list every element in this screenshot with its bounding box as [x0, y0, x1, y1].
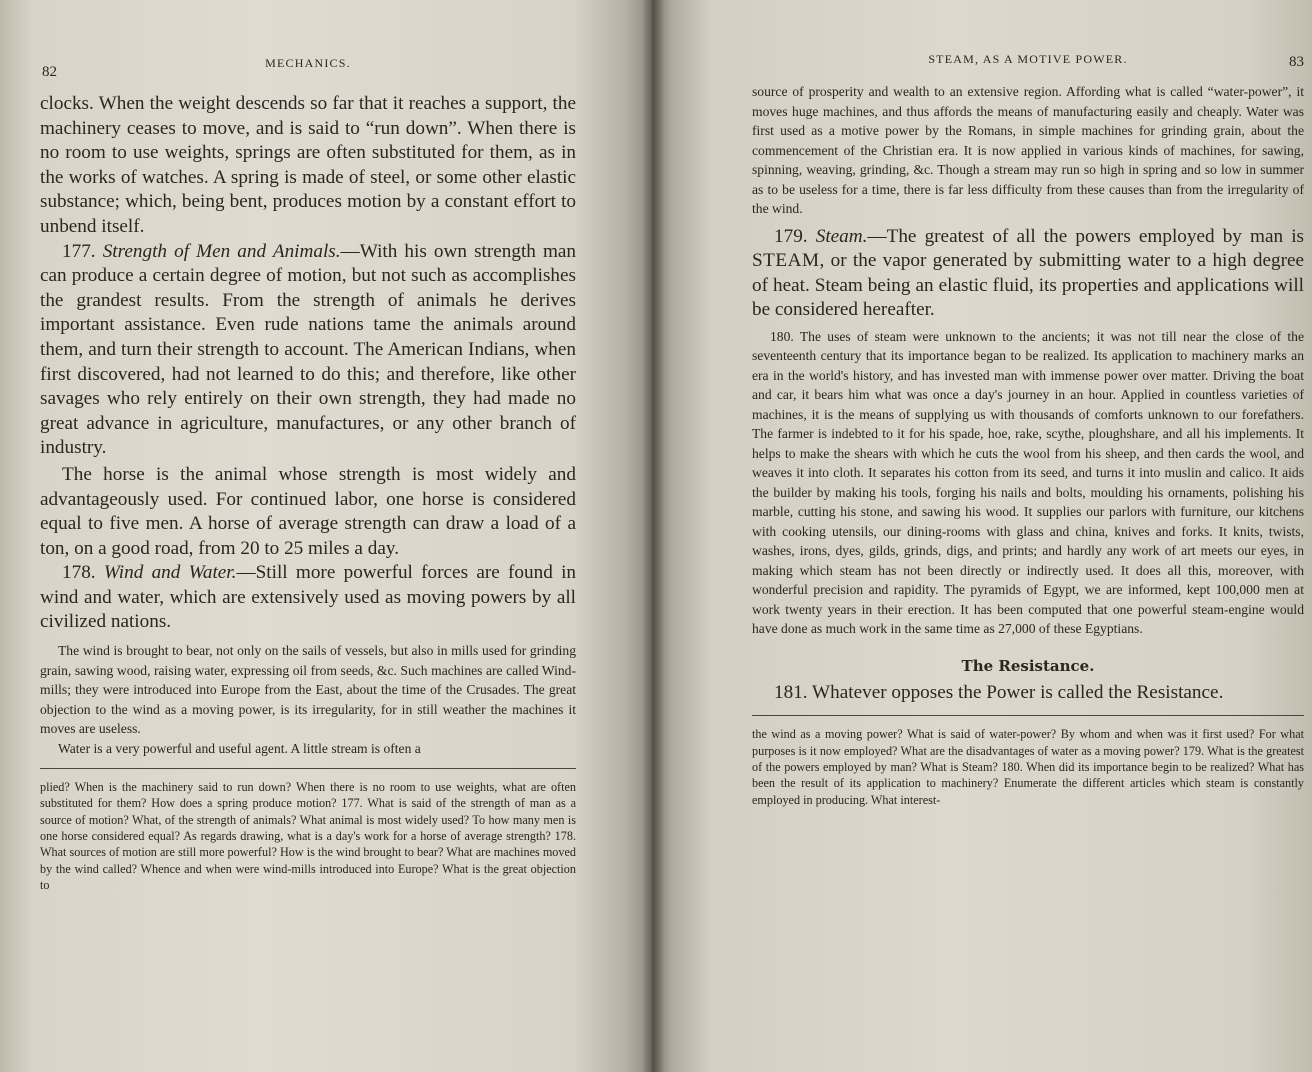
- section-text: —Still more powerful forces are found in wind and water, which are extensively used as moving powers by all civilized nations.: [40, 562, 576, 633]
- left-page: [0, 0, 652, 1072]
- section-title: Wind and Water.: [103, 562, 237, 584]
- right-page-header: [752, 48, 1304, 78]
- running-head: MECHANICS.: [265, 56, 351, 70]
- section-title: Strength of Men and Animals.: [102, 240, 341, 262]
- section-number: 177.: [62, 240, 96, 262]
- running-head: STEAM, AS A MOTIVE POWER.: [928, 52, 1128, 66]
- section-heading: The Resistance.: [961, 656, 1095, 675]
- paragraph-177: [40, 240, 576, 461]
- page-number: 82: [42, 64, 57, 80]
- steam-term: STEAM: [752, 250, 820, 272]
- footnote-rule: [40, 768, 576, 769]
- paragraph-178: [40, 561, 576, 635]
- paragraph-source: source of prosperity and wealth to an extensive region. Affording what is called “water-power”, it moves huge machines, and thus affords the means of manufacturing easily and cheaply. Water was first used as a motive power by the Romans, in simple machines for grinding grain, about the commencement of the Christian era. It is now applied in various kinds of machines, for sawing, spinning, weaving, grinding, &c. Though a stream may run so high in spring and so low in summer as to be useless for a time, there is far less difficulty from these causes than from the irregularity of the wind.: [752, 84, 1304, 216]
- section-text: —With his own strength man can produce a certain degree of motion, but not such as accomplishes the grandest results. From the strength of animals he derives important assistance. Even rude nations tame the animals around them, and turn their strength to account. The American Indians, when first discovered, had not learned to do this; and therefore, like other savages who rely entirely on their own strength, they had made no great advance in agriculture, manufactures, or any other branch of industry.: [40, 240, 577, 459]
- section-number: 179.: [774, 225, 808, 247]
- right-page: [652, 0, 1312, 1072]
- paragraph-179: [752, 225, 1304, 323]
- study-questions: plied? When is the machinery said to run down? When there is no room to use weights, what are often substituted for them? How does a spring produce motion? 177. What is said of the strength of man as a source of motion? What, of the strength of animals? What animal is most widely used? To how many men is one horse considered equal? As regards drawing, what is a day's work for a horse of average strength? 178. What sources of motion are still more powerful? How is the wind brought to bear? What are machines moved by the wind called? Whence and when were wind-mills introduced into Europe? What is the great objection to: [40, 780, 576, 892]
- page-number: 83: [1289, 54, 1304, 70]
- section-text: —The greatest of all the powers employed by man is: [867, 225, 1304, 247]
- footnote-rule: [752, 715, 1304, 716]
- section-title: Steam.: [815, 225, 868, 247]
- paragraph-clocks: clocks. When the weight descends so far that it reaches a support, the machinery ceases to move, and is said to “run down”. When there is no room to use weights, springs are often substituted for them, as in the works of watches. A spring is made of steel, or some other elastic substance; which, being bent, produces motion by a constant effort to unbend itself.: [40, 93, 576, 237]
- section-number: 178.: [62, 562, 96, 584]
- paragraph-180: 180. The uses of steam were unknown to the ancients; it was not till near the close of the seventeenth century that its importance began to be realized. Its application to machinery marks an era in the world's history, and has invested man with immense power over matter. Driving the boat and car, it bears him what was once a day's journey in an hour. Applied in countless varieties of machines, it is the means of supplying us with thousands of comforts unknown to our forefathers. The farmer is indebted to it for his spade, hoe, rake, scythe, ploughshare, and all his implements. It helps to make the shears with which he cuts the wool from his sheep, and then cards the wool, and weaves it into cloth. It separates his cotton from its seed, and turns it into muslin and calico. It aids the builder by making his tools, forging his nails and bolts, moulding his ornaments, polishing his marble, cutting his stone, and sawing his wood. It supplies our parlors with furniture, our kitchens with cooking utensils, our dining-rooms with glass and china, knives and forks. It knits, twists, washes, irons, dyes, gilds, grinds, digs, and prints; and hardly any work of art meets our eyes, in making which steam has not been directly or indirectly used. It does all this, moreover, with wonderful precision and rapidity. The pyramids of Egypt, we are informed, kept 100,000 men at work twenty years in their erection. It has been computed that one powerful steam-engine would have done as much work in the same time as 27,000 of these Egyptians.: [752, 328, 1304, 637]
- left-page-column: [40, 54, 576, 893]
- paragraph-horse: The horse is the animal whose strength is most widely and advantageously used. For continued labor, one horse is considered equal to five men. A horse of average strength can draw a load of a ton, on a good road, from 20 to 25 miles a day.: [40, 463, 576, 559]
- left-page-header: [40, 54, 576, 84]
- paragraph-water: Water is a very powerful and useful agent. A little stream is often a: [58, 740, 421, 756]
- paragraph-181: 181. Whatever opposes the Power is called the Resistance.: [774, 681, 1224, 703]
- paragraph-wind: The wind is brought to bear, not only on the sails of vessels, but also in mills used for grinding grain, sawing wood, raising water, expressing oil from seeds, &c. Such machines are called Wind-mills; they were introduced into Europe from the East, about the time of the Crusades. The great objection to the wind as a moving power, is its irregularity, for in still weather the machines it moves are useless.: [40, 643, 576, 737]
- section-text: , or the vapor generated by submitting water to a high degree of heat. Steam being an elastic fluid, its properties and applications will be considered hereafter.: [752, 250, 1304, 321]
- right-page-column: [752, 48, 1304, 808]
- book-gutter: [642, 0, 664, 1072]
- study-questions: the wind as a moving power? What is said of water-power? By whom and when was it first used? For what purposes is it now employed? What are the disadvantages of water as a moving power? 179. What is the greatest of the powers employed by man? What is Steam? 180. When did its importance begin to be realized? What has been the result of its application to machinery? Enumerate the different articles which steam is constantly employed in producing. What interest-: [752, 727, 1304, 807]
